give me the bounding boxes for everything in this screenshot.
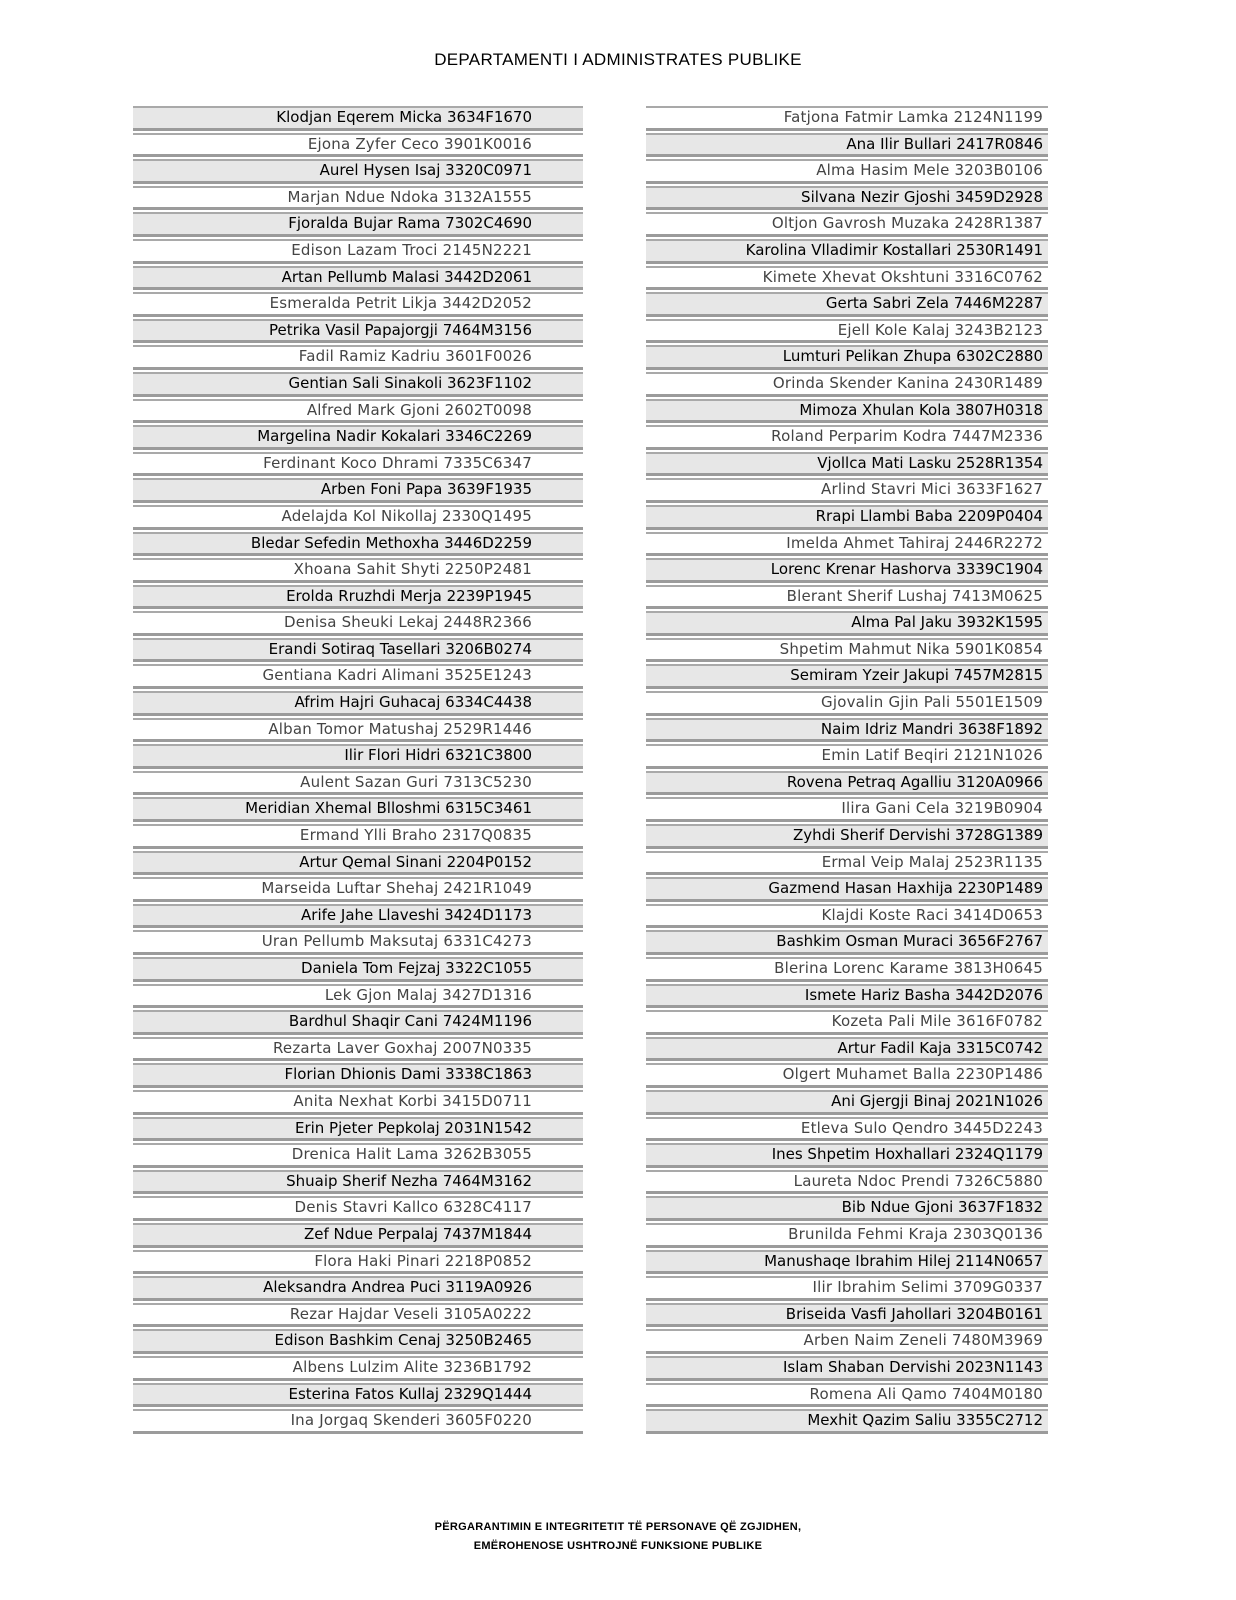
list-row: Xhoana Sahit Shyti 2250P2481: [133, 558, 583, 583]
list-row: Ana Ilir Bullari 2417R0846: [646, 133, 1048, 158]
list-row: Rrapi Llambi Baba 2209P0404: [646, 505, 1048, 530]
list-row: Gjovalin Gjin Pali 5501E1509: [646, 691, 1048, 716]
list-row: Edison Bashkim Cenaj 3250B2465: [133, 1329, 583, 1354]
list-row: Orinda Skender Kanina 2430R1489: [646, 372, 1048, 397]
list-row: Gentiana Kadri Alimani 3525E1243: [133, 664, 583, 689]
list-row: Rezar Hajdar Veseli 3105A0222: [133, 1303, 583, 1328]
list-row: Esmeralda Petrit Likja 3442D2052: [133, 292, 583, 317]
list-row: Blerant Sherif Lushaj 7413M0625: [646, 585, 1048, 610]
list-row: Zef Ndue Perpalaj 7437M1844: [133, 1223, 583, 1248]
left-name-list: [133, 106, 583, 1436]
list-row: Ermal Veip Malaj 2523R1135: [646, 851, 1048, 876]
list-row: Ejell Kole Kalaj 3243B2123: [646, 319, 1048, 344]
list-row: Ilira Gani Cela 3219B0904: [646, 797, 1048, 822]
list-row: Roland Perparim Kodra 7447M2336: [646, 425, 1048, 450]
list-row: Aleksandra Andrea Puci 3119A0926: [133, 1276, 583, 1301]
right-name-list: [646, 106, 1048, 1436]
list-row: Shuaip Sherif Nezha 7464M3162: [133, 1170, 583, 1195]
list-row: Drenica Halit Lama 3262B3055: [133, 1143, 583, 1168]
list-row: Fjoralda Bujar Rama 7302C4690: [133, 212, 583, 237]
list-row: Bledar Sefedin Methoxha 3446D2259: [133, 532, 583, 557]
list-row: Lek Gjon Malaj 3427D1316: [133, 984, 583, 1009]
list-row: Florian Dhionis Dami 3338C1863: [133, 1063, 583, 1088]
list-row: Uran Pellumb Maksutaj 6331C4273: [133, 930, 583, 955]
page-footer: [0, 1518, 1236, 1556]
list-row: Meridian Xhemal Blloshmi 6315C3461: [133, 797, 583, 822]
list-row: Ines Shpetim Hoxhallari 2324Q1179: [646, 1143, 1048, 1168]
list-row: Ermand Ylli Braho 2317Q0835: [133, 824, 583, 849]
list-row: Afrim Hajri Guhacaj 6334C4438: [133, 691, 583, 716]
list-row: Rovena Petraq Agalliu 3120A0966: [646, 771, 1048, 796]
list-row: Ani Gjergji Binaj 2021N1026: [646, 1090, 1048, 1115]
list-row: Gazmend Hasan Haxhija 2230P1489: [646, 877, 1048, 902]
list-row: Adelajda Kol Nikollaj 2330Q1495: [133, 505, 583, 530]
list-row: Esterina Fatos Kullaj 2329Q1444: [133, 1383, 583, 1408]
list-row: Albens Lulzim Alite 3236B1792: [133, 1356, 583, 1381]
list-row: Arlind Stavri Mici 3633F1627: [646, 478, 1048, 503]
list-row: Arife Jahe Llaveshi 3424D1173: [133, 904, 583, 929]
list-row: Blerina Lorenc Karame 3813H0645: [646, 957, 1048, 982]
list-row: Ilir Ibrahim Selimi 3709G0337: [646, 1276, 1048, 1301]
list-row: Arben Naim Zeneli 7480M3969: [646, 1329, 1048, 1354]
list-row: Oltjon Gavrosh Muzaka 2428R1387: [646, 212, 1048, 237]
list-row: Brunilda Fehmi Kraja 2303Q0136: [646, 1223, 1048, 1248]
list-row: Ejona Zyfer Ceco 3901K0016: [133, 133, 583, 158]
list-row: Marjan Ndue Ndoka 3132A1555: [133, 186, 583, 211]
list-row: Gerta Sabri Zela 7446M2287: [646, 292, 1048, 317]
list-row: Daniela Tom Fejzaj 3322C1055: [133, 957, 583, 982]
list-row: Fatjona Fatmir Lamka 2124N1199: [646, 106, 1048, 131]
list-row: Denis Stavri Kallco 6328C4117: [133, 1196, 583, 1221]
list-row: Karolina Vlladimir Kostallari 2530R1491: [646, 239, 1048, 264]
list-row: Silvana Nezir Gjoshi 3459D2928: [646, 186, 1048, 211]
list-row: Edison Lazam Troci 2145N2221: [133, 239, 583, 264]
page-title: DEPARTAMENTI I ADMINISTRATES PUBLIKE: [434, 50, 802, 69]
list-row: Manushaqe Ibrahim Hilej 2114N0657: [646, 1250, 1048, 1275]
list-row: Aurel Hysen Isaj 3320C0971: [133, 159, 583, 184]
list-row: Denisa Sheuki Lekaj 2448R2366: [133, 611, 583, 636]
list-row: Bardhul Shaqir Cani 7424M1196: [133, 1010, 583, 1035]
list-row: Bib Ndue Gjoni 3637F1832: [646, 1196, 1048, 1221]
list-row: Lorenc Krenar Hashorva 3339C1904: [646, 558, 1048, 583]
list-row: Bashkim Osman Muraci 3656F2767: [646, 930, 1048, 955]
list-row: Marseida Luftar Shehaj 2421R1049: [133, 877, 583, 902]
list-row: Fadil Ramiz Kadriu 3601F0026: [133, 345, 583, 370]
list-row: Emin Latif Beqiri 2121N1026: [646, 744, 1048, 769]
list-row: Lumturi Pelikan Zhupa 6302C2880: [646, 345, 1048, 370]
list-row: Flora Haki Pinari 2218P0852: [133, 1250, 583, 1275]
list-row: Mimoza Xhulan Kola 3807H0318: [646, 399, 1048, 424]
list-row: Alma Hasim Mele 3203B0106: [646, 159, 1048, 184]
list-row: Alma Pal Jaku 3932K1595: [646, 611, 1048, 636]
list-row: Margelina Nadir Kokalari 3346C2269: [133, 425, 583, 450]
list-row: Aulent Sazan Guri 7313C5230: [133, 771, 583, 796]
list-row: Ina Jorgaq Skenderi 3605F0220: [133, 1409, 583, 1434]
list-row: Ismete Hariz Basha 3442D2076: [646, 984, 1048, 1009]
list-row: Laureta Ndoc Prendi 7326C5880: [646, 1170, 1048, 1195]
list-row: Klajdi Koste Raci 3414D0653: [646, 904, 1048, 929]
list-row: Artan Pellumb Malasi 3442D2061: [133, 266, 583, 291]
list-row: Romena Ali Qamo 7404M0180: [646, 1383, 1048, 1408]
list-row: Gentian Sali Sinakoli 3623F1102: [133, 372, 583, 397]
list-row: Klodjan Eqerem Micka 3634F1670: [133, 106, 583, 131]
list-row: Anita Nexhat Korbi 3415D0711: [133, 1090, 583, 1115]
list-row: Erolda Rruzhdi Merja 2239P1945: [133, 585, 583, 610]
list-row: Imelda Ahmet Tahiraj 2446R2272: [646, 532, 1048, 557]
list-row: Kimete Xhevat Okshtuni 3316C0762: [646, 266, 1048, 291]
list-row: Zyhdi Sherif Dervishi 3728G1389: [646, 824, 1048, 849]
list-row: Artur Qemal Sinani 2204P0152: [133, 851, 583, 876]
list-row: Kozeta Pali Mile 3616F0782: [646, 1010, 1048, 1035]
footer-line-1: PËRGARANTIMIN E INTEGRITETIT TË PERSONAVE QË ZGJIDHEN,: [434, 1521, 802, 1533]
list-row: Shpetim Mahmut Nika 5901K0854: [646, 638, 1048, 663]
list-row: Artur Fadil Kaja 3315C0742: [646, 1037, 1048, 1062]
list-row: Islam Shaban Dervishi 2023N1143: [646, 1356, 1048, 1381]
list-row: Ilir Flori Hidri 6321C3800: [133, 744, 583, 769]
list-row: Petrika Vasil Papajorgji 7464M3156: [133, 319, 583, 344]
list-row: Briseida Vasfi Jahollari 3204B0161: [646, 1303, 1048, 1328]
list-row: Alfred Mark Gjoni 2602T0098: [133, 399, 583, 424]
list-row: Naim Idriz Mandri 3638F1892: [646, 718, 1048, 743]
list-row: Rezarta Laver Goxhaj 2007N0335: [133, 1037, 583, 1062]
list-row: Vjollca Mati Lasku 2528R1354: [646, 452, 1048, 477]
list-row: Olgert Muhamet Balla 2230P1486: [646, 1063, 1048, 1088]
list-row: Etleva Sulo Qendro 3445D2243: [646, 1117, 1048, 1142]
list-row: Erin Pjeter Pepkolaj 2031N1542: [133, 1117, 583, 1142]
list-row: Mexhit Qazim Saliu 3355C2712: [646, 1409, 1048, 1434]
list-row: Alban Tomor Matushaj 2529R1446: [133, 718, 583, 743]
list-row: Semiram Yzeir Jakupi 7457M2815: [646, 664, 1048, 689]
list-row: Ferdinant Koco Dhrami 7335C6347: [133, 452, 583, 477]
footer-line-2: EMËROHENOSE USHTROJNË FUNKSIONE PUBLIKE: [473, 1540, 763, 1552]
list-row: Arben Foni Papa 3639F1935: [133, 478, 583, 503]
list-row: Erandi Sotiraq Tasellari 3206B0274: [133, 638, 583, 663]
